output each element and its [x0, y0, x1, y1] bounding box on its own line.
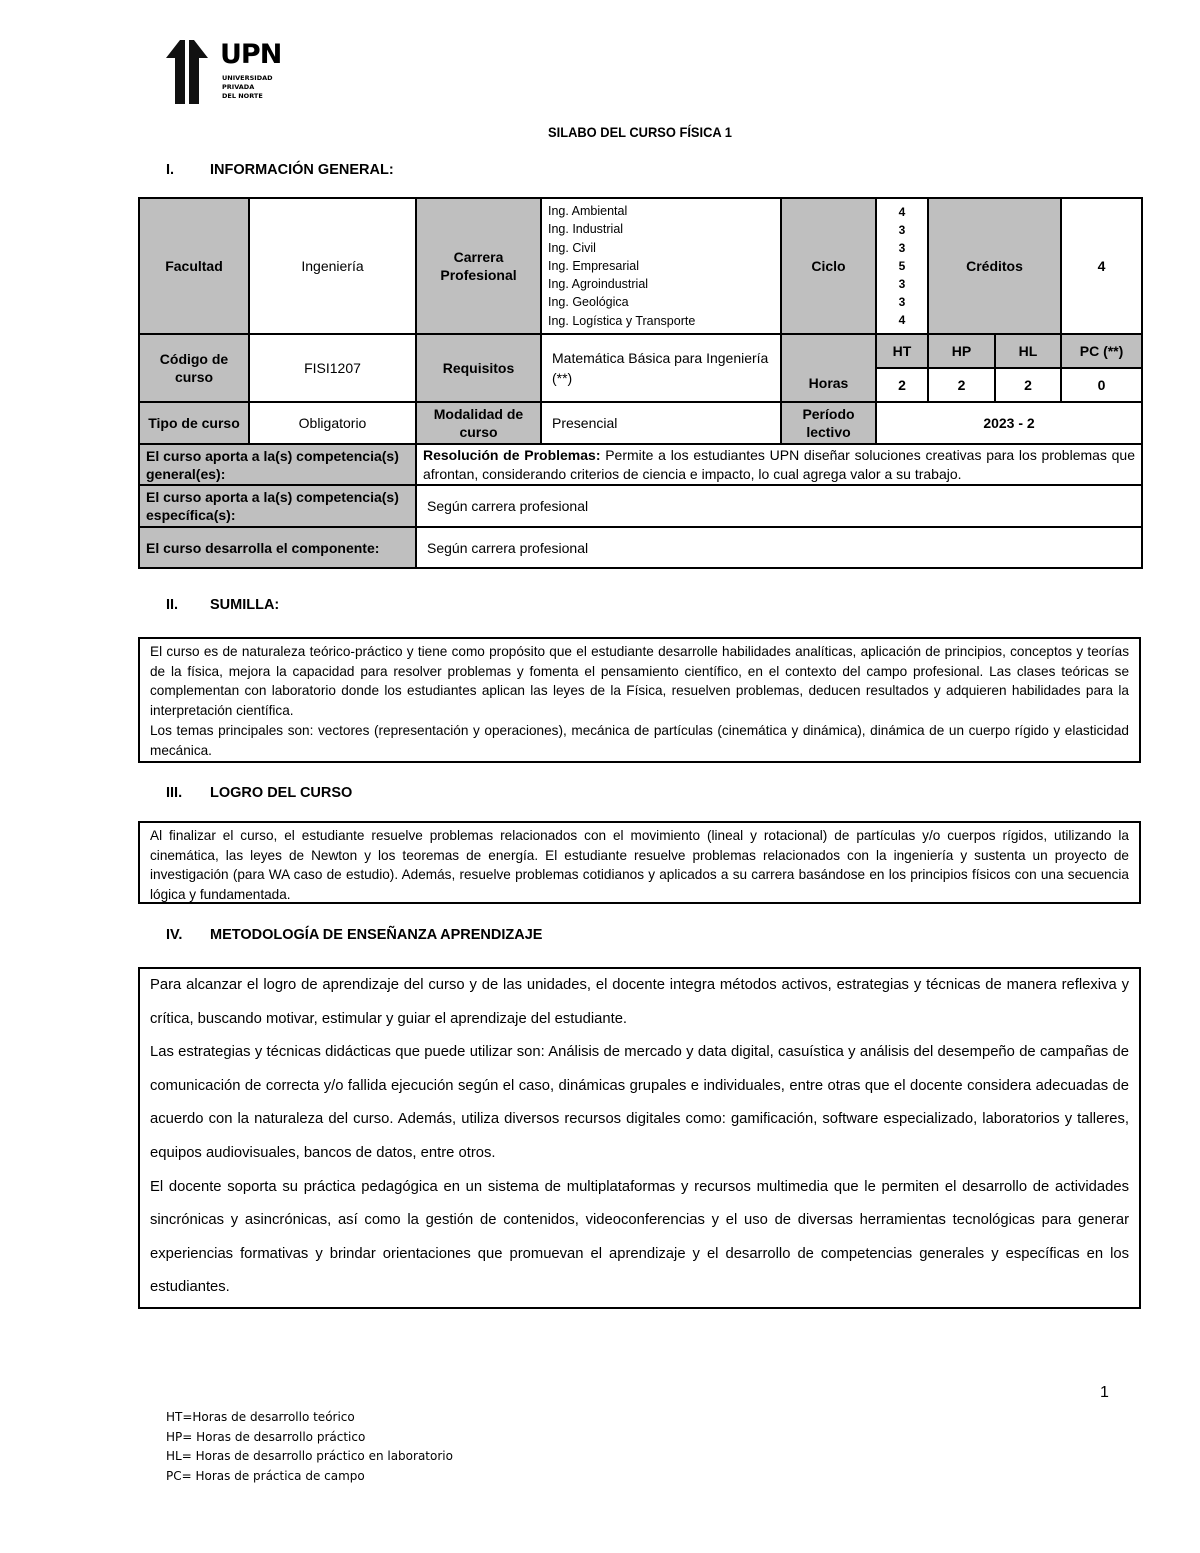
ciclo-item: 3 — [898, 241, 906, 255]
section-title: METODOLOGÍA DE ENSEÑANZA APRENDIZAJE — [210, 927, 543, 943]
carrera-item: Ing. Industrial — [548, 222, 624, 237]
section-number: III. — [166, 785, 183, 801]
section-number: IV. — [166, 927, 183, 943]
ciclo-label: Ciclo — [781, 198, 876, 334]
competencia-general-text: Permite a los estudiantes UPN diseñar soluciones creativas para los problemas que afrontan, considerando criterios de ciencia e impacto, lo cual agrega valor a su trabajo. — [423, 446, 1136, 482]
sumilla-paragraph: El curso es de naturaleza teórico-práctico y tiene como propósito que el estudiante desarrolle habilidades analíticas, aplicación de principios, conceptos y teorías de la física, mejora la capacidad para resolver problemas y fomenta el pensamiento científico, en el contexto del campo profesional. Las clases teóricas se complementan con laboratorio donde los estudiantes aplican las leyes de la Física, resuelven problemas, deducen resultados y adquieren habilidades para la interpretación científica. — [150, 644, 1129, 719]
logro-paragraph: Al finalizar el curso, el estudiante resuelve problemas relacionados con el movimiento (lineal y rotacional) de partículas y/o cuerpos rígidos, utilizando la cinemática, las leyes de Newton y los teoremas de energía. El estudiante resuelve problemas relacionados con la ingeniería y sustenta un proyecto de investigación (para WA caso de estudio). Además, resuelve problemas cotidianos y aplicados a su carrera basándose en los principios físicos con una secuencia lógica y fundamentada. — [150, 828, 1129, 903]
codigo-value: FISI1207 — [249, 334, 416, 402]
hl-label: HL — [995, 334, 1061, 368]
section-title: INFORMACIÓN GENERAL: — [210, 162, 394, 178]
metodologia-paragraph: Para alcanzar el logro de aprendizaje del curso y de las unidades, el docente integra métodos activos, estrategias y técnicas de manera reflexiva y crítica, buscando motivar, estimular y guiar el aprendizaje del estudiante. — [150, 977, 1129, 1027]
footnote: HT=Horas de desarrollo teórico — [166, 1410, 355, 1424]
logo-wordmark: UPN — [220, 39, 282, 70]
ciclo-item: 3 — [898, 223, 906, 237]
footnote: HL= Horas de desarrollo práctico en laboratorio — [166, 1449, 453, 1463]
ciclo-item: 4 — [898, 205, 906, 219]
carrera-item: Ing. Logística y Transporte — [548, 313, 696, 328]
carrera-item: Ing. Empresarial — [548, 258, 640, 273]
ciclo-item: 5 — [898, 259, 906, 273]
carrera-item: Ing. Geológica — [548, 295, 629, 310]
pc-label: PC (**) — [1061, 334, 1142, 368]
section-number: I. — [166, 162, 175, 178]
hp-label: HP — [928, 334, 995, 368]
modalidad-value: Presencial — [541, 402, 781, 444]
ciclo-item: 4 — [898, 313, 906, 327]
requisitos-value: Matemática Básica para Ingeniería (**) — [541, 334, 781, 402]
codigo-label: Código de curso — [139, 334, 249, 402]
carrera-label: Carrera Profesional — [416, 198, 541, 334]
componente-value: Según carrera profesional — [416, 527, 1142, 568]
ciclo-item: 3 — [898, 277, 906, 291]
footnotes — [166, 1408, 453, 1486]
metodologia-paragraph: Las estrategias y técnicas didácticas que puede utilizar son: Análisis de mercado y data digital, casuística y análisis del desempeño de campañas de comunicación de correcta y/o fallida ejecución según el caso, dinámicas grupales e individuales, entre otras que el docente considera adecuadas de acuerdo con la naturaleza del curso. Además, utiliza diversos recursos digitales como: gamificación, software especializado, laboratorios y talleres, equipos audiovisuales, bancos de datos, entre otros. — [150, 1044, 1129, 1161]
upn-arrow-icon — [166, 40, 218, 106]
competencia-general-value — [416, 444, 1142, 485]
hp-value: 2 — [928, 368, 995, 402]
ciclo-list — [876, 198, 928, 334]
competencia-general-label: El curso aporta a la(s) competencia(s) general(es): — [139, 444, 416, 485]
ht-value: 2 — [876, 368, 928, 402]
componente-label: El curso desarrolla el componente: — [139, 527, 416, 568]
ciclo-item: 3 — [898, 295, 906, 309]
competencia-especifica-value: Según carrera profesional — [416, 485, 1142, 527]
facultad-label: Facultad — [139, 198, 249, 334]
metodologia-box — [138, 967, 1141, 1309]
footnote: PC= Horas de práctica de campo — [166, 1468, 365, 1483]
requisitos-label: Requisitos — [416, 334, 541, 402]
carrera-item: Ing. Agroindustrial — [548, 277, 649, 292]
upn-logo — [166, 39, 282, 106]
periodo-value: 2023 - 2 — [876, 402, 1142, 444]
logro-box — [138, 821, 1141, 904]
sumilla-box — [138, 637, 1141, 763]
page-number: 1 — [1100, 1384, 1109, 1401]
carrera-list — [541, 198, 781, 334]
hl-value: 2 — [995, 368, 1061, 402]
horas-label: Horas — [781, 334, 876, 402]
competencia-especifica-label: El curso aporta a la(s) competencia(s) específica(s): — [139, 485, 416, 527]
creditos-label: Créditos — [928, 198, 1061, 334]
ht-label: HT — [876, 334, 928, 368]
metodologia-paragraph: El docente soporta su práctica pedagógica en un sistema de multiplataformas y recursos multimedia que le permiten el desarrollo de actividades sincrónicas y asincrónicas, así como la gestión de contenidos, videoconferencias y el uso de diversas herramientas tecnológicas para generar experiencias formativas y brindar orientaciones que promuevan el aprendizaje y el desarrollo de competencias generales y específicas en los estudiantes. — [150, 1178, 1129, 1296]
section-title: LOGRO DEL CURSO — [210, 785, 353, 801]
logo-subtext: UNIVERSIDAD — [222, 74, 273, 82]
footnote: HP= Horas de desarrollo práctico — [166, 1429, 366, 1444]
logo-subtext: DEL NORTE — [222, 92, 263, 100]
sumilla-paragraph: Los temas principales son: vectores (representación y operaciones), mecánica de partículas (cinemática y dinámica), dinámica de un cuerpo rígido y elasticidad mecánica. — [150, 722, 1129, 758]
section-number: II. — [166, 597, 179, 613]
carrera-item: Ing. Civil — [548, 240, 596, 255]
section-title: SUMILLA: — [210, 597, 280, 613]
periodo-label: Período lectivo — [781, 402, 876, 444]
competencia-general-title: Resolución de Problemas: — [423, 446, 601, 463]
facultad-value: Ingeniería — [249, 198, 416, 334]
document-title: SILABO DEL CURSO FÍSICA 1 — [548, 124, 732, 140]
carrera-item: Ing. Ambiental — [548, 204, 628, 219]
tipo-value: Obligatorio — [249, 402, 416, 444]
logo-subtext: PRIVADA — [222, 83, 255, 91]
creditos-value: 4 — [1061, 198, 1142, 334]
tipo-label: Tipo de curso — [139, 402, 249, 444]
pc-value: 0 — [1061, 368, 1142, 402]
general-info-table — [138, 197, 1143, 569]
modalidad-label: Modalidad de curso — [416, 402, 541, 444]
